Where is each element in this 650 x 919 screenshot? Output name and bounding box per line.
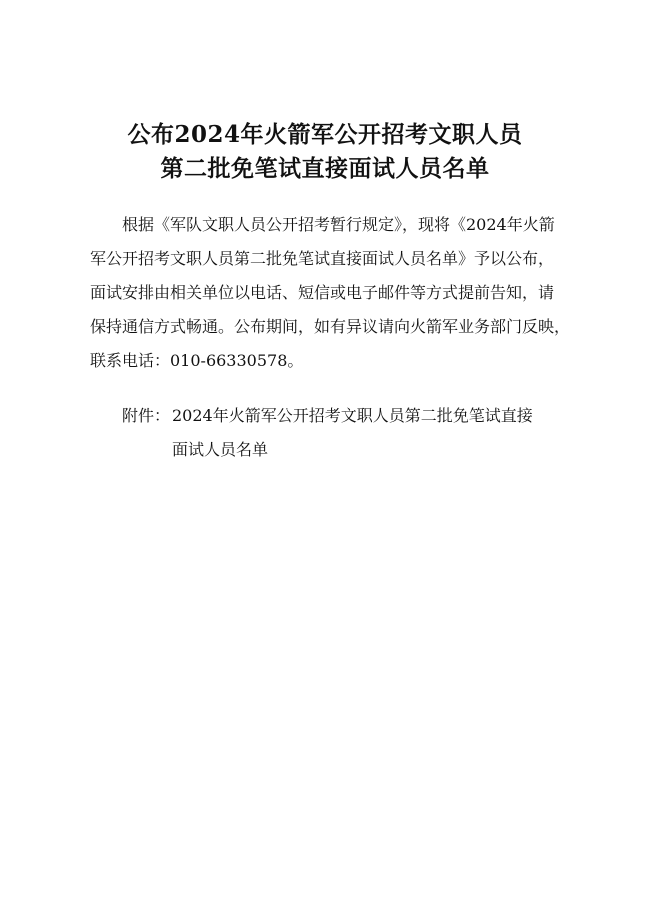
document-title-line-1: 公布2024年火箭军公开招考文职人员 [127, 121, 523, 148]
body-paragraph-line-3: 面试安排由相关单位以电话、短信或电子邮件等方式提前告知，请 [90, 283, 555, 302]
body-paragraph-line-2: 军公开招考文职人员第二批免笔试直接面试人员名单》予以公布， [90, 249, 555, 268]
attachment-title-line-2: 面试人员名单 [172, 440, 269, 459]
document-title-line-2: 第二批免笔试直接面试人员名单 [160, 155, 490, 182]
body-paragraph-line-5: 联系电话：010-66330578。 [90, 351, 304, 370]
attachment-title-line-1: 2024年火箭军公开招考文职人员第二批免笔试直接 [172, 406, 533, 425]
body-paragraph-line-4: 保持通信方式畅通。公布期间，如有异议请向火箭军业务部门反映， [90, 317, 571, 336]
attachment-label: 附件： [122, 406, 171, 425]
body-paragraph-line-1: 根据《军队文职人员公开招考暂行规定》，现将《2024年火箭 [122, 215, 555, 234]
